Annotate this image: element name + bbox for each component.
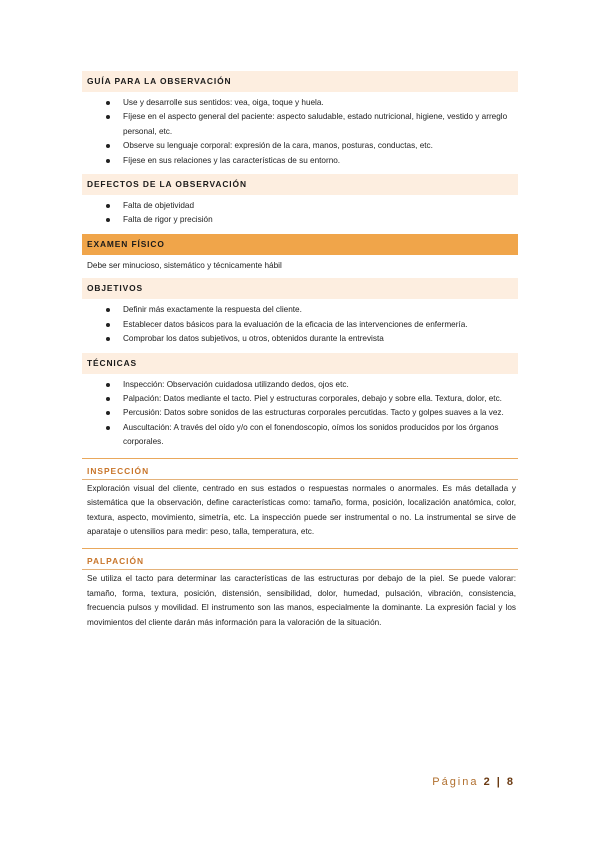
defectos-list: [82, 199, 518, 228]
section-divider: [82, 548, 518, 549]
subsection-header-inspeccion: INSPECCIÓN: [82, 463, 518, 480]
list-item: Falta de rigor y precisión: [82, 213, 518, 227]
page-footer: [400, 776, 515, 788]
section-header-objetivos: OBJETIVOS: [82, 278, 518, 299]
list-item: Auscultación: A través del oído y/o con el fonendoscopio, oímos los sonidos producidos por los órganos corporales.: [82, 421, 518, 450]
list-item: Fíjese en sus relaciones y las características de su entorno.: [82, 154, 518, 168]
inspeccion-text: Exploración visual del cliente, centrado en sus estados o respuestas normales o anormales. Es más detallada y sistemática que la observación, define características como: tamaño, forma, posición, localización anatómica, color, textura, aspecto, movimiento, simetría, etc. La inspección puede ser instrumental o no. La instrumental se sirve de aparataje o utensilios para medir: peso, talla, temperatura, etc.: [87, 483, 516, 537]
list-item: Fíjese en el aspecto general del paciente: aspecto saludable, estado nutricional, higiene, vestido y arreglo personal, etc.: [82, 110, 518, 139]
section-header-examen: EXAMEN FÍSICO: [82, 234, 518, 255]
section-header-guia: GUÍA PARA LA OBSERVACIÓN: [82, 71, 518, 92]
section-divider: [82, 458, 518, 459]
document-page: [82, 71, 518, 630]
list-item: Falta de objetividad: [82, 199, 518, 213]
list-item: Percusión: Datos sobre sonidos de las estructuras corporales percutidas. Tacto y golpes suaves a la vez.: [82, 406, 518, 420]
section-header-defectos: DEFECTOS DE LA OBSERVACIÓN: [82, 174, 518, 195]
list-item: Palpación: Datos mediante el tacto. Piel y estructuras corporales, debajo y sobre ella. Textura, dolor, etc.: [82, 392, 518, 406]
tecnicas-list: [82, 378, 518, 450]
list-item: Definir más exactamente la respuesta del cliente.: [82, 303, 518, 317]
section-header-tecnicas: TÉCNICAS: [82, 353, 518, 374]
list-item: Establecer datos básicos para la evaluación de la eficacia de las intervenciones de enfermería.: [82, 318, 518, 332]
page-number: 2 | 8: [483, 776, 515, 788]
list-item: Comprobar los datos subjetivos, u otros, obtenidos durante la entrevista: [82, 332, 518, 346]
objetivos-list: [82, 303, 518, 346]
palpacion-text: Se utiliza el tacto para determinar las características de las estructuras por debajo de la piel. Se puede valorar: tamaño, forma, textura, posición, distensión, sensibilidad, dolor, humedad, pulsación, vibración, consistencia, frecuencia pulsos y movilidad. El instrumento son las manos, especialmente la dominante. La expresión facial y los movimientos del cliente darán más información para la valoración de la situación.: [87, 574, 516, 627]
page-label: Página: [432, 776, 479, 788]
list-item: Use y desarrolle sus sentidos: vea, oiga, toque y huela.: [82, 96, 518, 110]
list-item: Observe su lenguaje corporal: expresión de la cara, manos, posturas, conductas, etc.: [82, 139, 518, 153]
subsection-header-palpacion: PALPACIÓN: [82, 553, 518, 570]
list-item: Inspección: Observación cuidadosa utilizando dedos, ojos etc.: [82, 378, 518, 392]
guia-list: [82, 96, 518, 168]
examen-text: Debe ser minucioso, sistemático y técnicamente hábil: [87, 260, 282, 270]
